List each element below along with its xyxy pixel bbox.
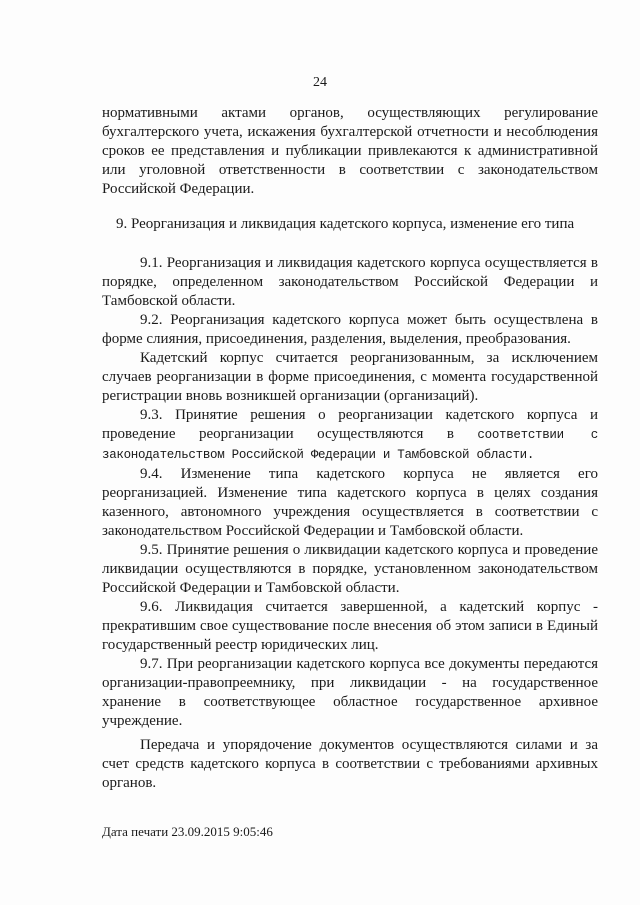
paragraph-9-3-typed-insert: соответствии с законодательством Российской Федерации и Тамбовской области. [102,428,598,462]
paragraph-9-3-text: 9.3. Принятие решения о реорганизации кадетского корпуса и проведение реорганизации осуществляются в [102,407,598,442]
paragraph-continuation: нормативными актами органов, осуществляющих регулирование бухгалтерского учета, искажения бухгалтерской отчетности и несоблюдения сроков ее представления и публикации привлекаются к административной или уголовной ответственности в соответствии с законодательством Российской Федерации. [102,105,598,197]
paragraph-9-5: 9.5. Принятие решения о ликвидации кадетского корпуса и проведение ликвидации осуществляются в порядке, установленном законодательством Российской Федерации и Тамбовской области. [102,542,598,596]
paragraph-9-7: 9.7. При реорганизации кадетского корпуса все документы передаются организации-правопреемнику, при ликвидации - на государственное хранение в соответствующее областное государственное архивное учреждение. [102,656,598,729]
section-heading: 9. Реорганизация и ликвидация кадетского корпуса, изменение его типа [116,216,575,232]
paragraph-final: Передача и упорядочение документов осуществляются силами и за счет средств кадетского корпуса в соответствии с требованиями архивных органов. [102,737,598,791]
paragraph-9-2-continuation: Кадетский корпус считается реорганизованным, за исключением случаев реорганизации в форме присоединения, с момента государственной регистрации вновь возникшей организации (организаций). [102,350,598,404]
page-number: 24 [313,75,327,90]
paragraph-9-6: 9.6. Ликвидация считается завершенной, а кадетский корпус - прекратившим свое существование после внесения об этом записи в Единый государственный реестр юридических лиц. [102,599,598,653]
paragraph-9-3 [102,406,598,465]
paragraph-9-4: 9.4. Изменение типа кадетского корпуса не является его реорганизацией. Изменение типа кадетского корпуса в целях создания казенного, автономного учреждения осуществляется в соответствии с законодательством Российской Федерации и Тамбовской области. [102,466,598,539]
document-body [102,104,598,793]
paragraph-9-1: 9.1. Реорганизация и ликвидация кадетского корпуса осуществляется в порядке, определенном законодательством Российской Федерации и Тамбовской области. [102,255,598,309]
paragraph-9-2: 9.2. Реорганизация кадетского корпуса может быть осуществлена в форме слияния, присоединения, разделения, выделения, преобразования. [102,312,598,347]
print-date: Дата печати 23.09.2015 9:05:46 [102,824,273,839]
